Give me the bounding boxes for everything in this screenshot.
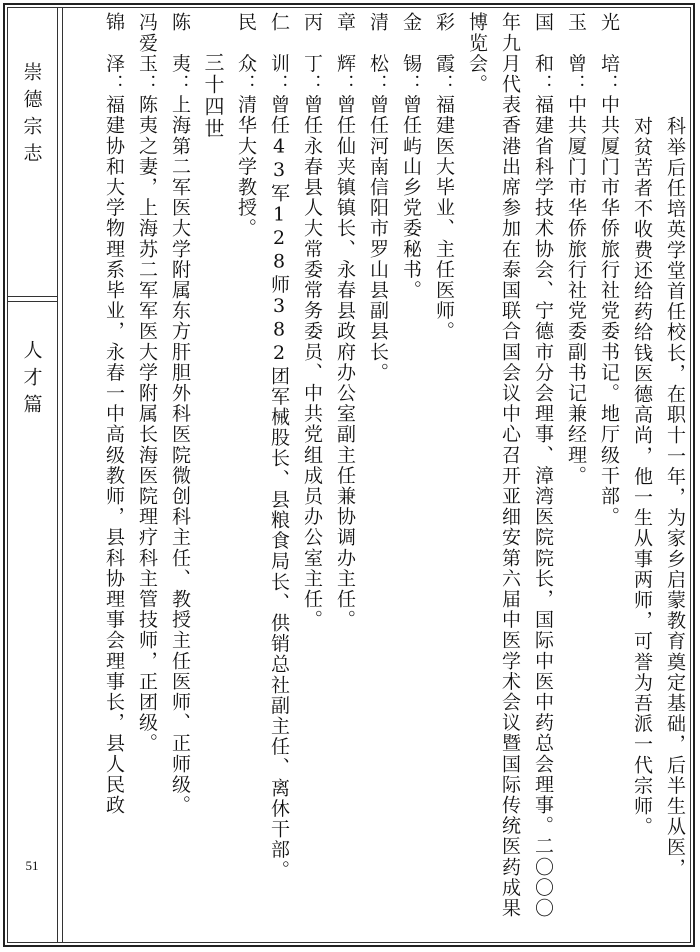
person-description: 曾任仙夹镇镇长、永春县政府办公室副主任兼协调办主任。 (334, 94, 356, 631)
person-description: 陈夷之妻，上海苏二军军医大学附属长海医院理疗科主管技师，正团级。 (136, 94, 158, 754)
person-description: 曾任43军128师382团军械股长、县粮食局长、供销总社副主任、离休干部。 (268, 94, 290, 881)
sidebar-separator (7, 296, 57, 297)
person-description: 曾任河南信阳市罗山县副县长。 (367, 94, 389, 383)
section-title: 人才篇 (20, 340, 43, 421)
person-entry (229, 12, 262, 936)
person-entry (361, 12, 394, 936)
person-entry (295, 12, 328, 936)
person-entry (97, 12, 130, 936)
person-name: 金 锡： (400, 12, 422, 95)
sidebar-separator-double (7, 301, 57, 302)
person-description: 曾任屿山乡党委秘书。 (400, 94, 422, 301)
person-name: 章 辉： (334, 12, 356, 95)
person-entry (328, 12, 361, 936)
person-description: 福建省科学技术协会、宁德市分会理事、漳湾医院院长，国际中医中药总会理事。二〇〇〇年九月代表香港出席参加在泰国联合国会议中心召开亚细安第六届中医学术会议暨国际传统医药成果博览会。 (466, 12, 554, 919)
sidebar-divider-double (62, 7, 63, 943)
book-title: 崇德宗志 (20, 62, 43, 170)
person-entry (394, 12, 427, 936)
body-text (66, 12, 691, 936)
person-name: 国 和： (532, 12, 554, 95)
person-entry (427, 12, 460, 936)
person-entry (460, 12, 559, 936)
person-name: 冯爱玉： (136, 12, 158, 95)
person-name: 民 众： (235, 12, 257, 95)
continuation-line: 科举后任培英学堂首任校长，在职十一年，为家乡启蒙教育奠定基础，后半生从医， (664, 116, 686, 879)
person-entry (592, 12, 625, 936)
page-number: 51 (25, 858, 39, 873)
person-description: 中共厦门市华侨旅行社党委副书记兼经理。 (565, 94, 587, 486)
person-name: 光 培： (598, 12, 620, 95)
person-name: 玉 曾： (565, 12, 587, 95)
person-entry (130, 12, 163, 936)
person-description: 上海第二军医大学附属东方肝胆外科医院微创科主任、教授主任医师、正师级。 (169, 94, 191, 816)
generation-heading: 三十四世 (201, 52, 225, 140)
person-entry (163, 12, 196, 936)
person-entry (559, 12, 592, 936)
person-description: 福建协和大学物理系毕业，永春一中高级教师，县科协理事会理事长，县人民政 (103, 94, 125, 816)
person-name: 丙 丁： (301, 12, 323, 95)
person-name: 锦 泽： (103, 12, 125, 95)
person-name: 陈 夷： (169, 12, 191, 95)
person-description: 福建医大毕业、主任医师。 (433, 94, 455, 342)
sidebar-divider (57, 7, 58, 943)
person-description: 中共厦门市华侨旅行社党委书记。地厅级干部。 (598, 94, 620, 528)
person-name: 仁 训： (268, 12, 290, 95)
person-name: 彩 霞： (433, 12, 455, 95)
person-name: 清 松： (367, 12, 389, 95)
person-description: 曾任永春县人大常委常务委员、中共党组成员办公室主任。 (301, 94, 323, 631)
person-description: 清华大学教授。 (235, 94, 257, 239)
person-entry (262, 12, 295, 936)
continuation-line: 对贫苦者不收费还给药给钱医德高尚，他一生从事两师，可誉为吾派一代宗师。 (631, 116, 653, 837)
